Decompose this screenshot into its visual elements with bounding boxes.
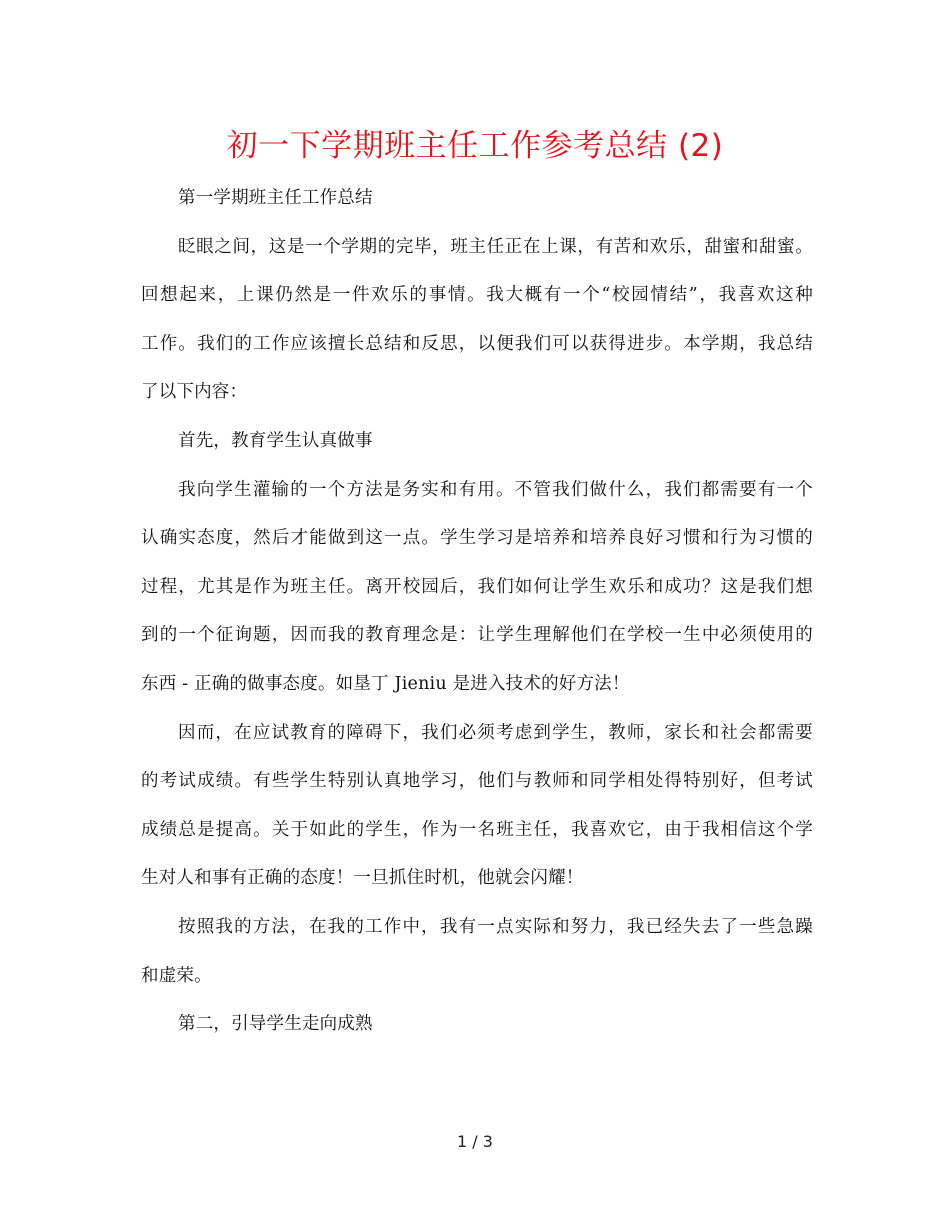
section-heading: 第一学期班主任工作总结 <box>178 188 373 208</box>
document-title: 初一下学期班主任工作参考总结 (2) <box>226 128 724 164</box>
paragraph-line: 过程，尤其是作为班主任。离开校园后，我们如何让学生欢乐和成功？这是我们想 <box>141 576 813 597</box>
paragraph-line: 东西 - 正确的做事态度。如垦丁 Jieniu 是进入技术的好方法！ <box>141 673 630 694</box>
paragraph-line: 回想起来，上课仍然是一件欢乐的事情。我大概有一个“校园情结”，我喜欢这种 <box>141 285 813 306</box>
paragraph-line: 到的一个征询题，因而我的教育理念是：让学生理解他们在学校一生中必须使用的 <box>141 625 813 646</box>
paragraph-line: 工作。我们的工作应该擅长总结和反思，以便我们可以获得进步。本学期，我总结 <box>141 333 813 354</box>
paragraph-line: 和虚荣。 <box>141 965 212 986</box>
paragraph-line: 眨眼之间，这是一个学期的完毕，班主任正在上课，有苦和欢乐，甜蜜和甜蜜。 <box>178 236 813 257</box>
paragraph-line: 认确实态度，然后才能做到这一点。学生学习是培养和培养良好习惯和行为习惯的 <box>141 528 813 549</box>
paragraph-line: 了以下内容： <box>141 382 248 403</box>
paragraph-line: 按照我的方法，在我的工作中，我有一点实际和努力，我已经失去了一些急躁 <box>178 916 813 937</box>
paragraph-line: 我向学生灌输的一个方法是务实和有用。不管我们做什么，我们都需要有一个 <box>178 479 813 500</box>
section-heading: 第二，引导学生走向成熟 <box>178 1014 373 1035</box>
paragraph-line: 因而，在应试教育的障碍下，我们必须考虑到学生，教师，家长和社会都需要 <box>178 722 813 743</box>
paragraph-line: 成绩总是提高。关于如此的学生，作为一名班主任，我喜欢它，由于我相信这个学 <box>141 819 813 840</box>
paragraph-line: 的考试成绩。有些学生特别认真地学习，他们与教师和同学相处得特别好，但考试 <box>141 771 813 792</box>
document-body <box>141 174 813 1049</box>
page-number: 1 / 3 <box>457 1132 493 1151</box>
paragraph-line: 生对人和事有正确的态度！一旦抓住时机，他就会闪耀！ <box>141 868 584 889</box>
section-heading: 首先，教育学生认真做事 <box>178 430 373 451</box>
